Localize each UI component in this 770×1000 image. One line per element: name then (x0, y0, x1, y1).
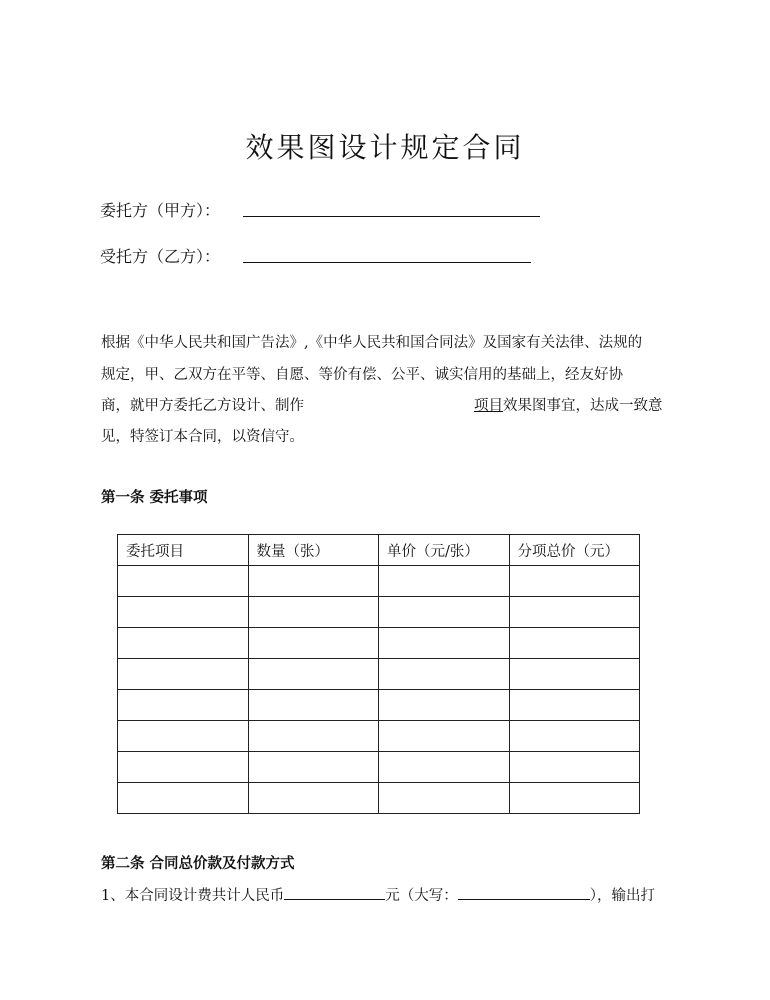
table-cell (248, 690, 379, 721)
amount-uppercase-blank (458, 885, 590, 900)
table-cell (118, 690, 249, 721)
table-cell (509, 690, 640, 721)
preamble-line-3-rest: 效果图事宜，达成一致意 (503, 398, 663, 414)
table-cell (379, 628, 510, 659)
table-cell (118, 566, 249, 597)
party-b-label: 受托方（乙方）： (100, 247, 221, 266)
preamble-line-3-end (474, 394, 663, 415)
table-row (118, 628, 640, 659)
table-cell (379, 690, 510, 721)
preamble-line-1: 根据《中华人民共和国广告法》,《中华人民共和国合同法》及国家有关法律、法规的 (101, 335, 643, 351)
amount-blank (284, 885, 385, 900)
table-row (118, 659, 640, 690)
article-2-heading: 第二条 合同总价款及付款方式 (101, 855, 295, 872)
preamble-line-3 (101, 394, 304, 415)
table-cell (509, 752, 640, 783)
table-header-row (118, 535, 640, 566)
party-a-label: 委托方（甲方）： (100, 201, 221, 220)
table-cell (379, 721, 510, 752)
table-cell (379, 597, 510, 628)
table-cell (118, 628, 249, 659)
table-cell (509, 783, 640, 814)
table-row (118, 566, 640, 597)
preamble-line-3-start: 商，就甲方委托乙方设计、制作 (101, 398, 304, 414)
table-cell (509, 721, 640, 752)
project-field: 项目 (474, 398, 503, 414)
table-cell (509, 597, 640, 628)
preamble-line-2: 规定，甲、乙双方在平等、自愿、等价有偿、公平、诚实信用的基础上，经友好协 (101, 367, 623, 383)
table-cell (248, 659, 379, 690)
table-cell (118, 752, 249, 783)
table-cell (118, 721, 249, 752)
table-cell (509, 659, 640, 690)
table-cell (248, 628, 379, 659)
table-cell (118, 783, 249, 814)
clause-1-start: 1、本合同设计费共计人民币 (101, 888, 285, 904)
table-cell (248, 597, 379, 628)
table-cell (248, 752, 379, 783)
clause-1-end: ），输出打 (589, 888, 655, 904)
party-a-blank (243, 200, 540, 217)
table-cell (248, 721, 379, 752)
table-row (118, 783, 640, 814)
table-header-cell: 委托项目 (118, 535, 249, 566)
table-cell (379, 752, 510, 783)
commission-items-table (117, 534, 640, 814)
clause-1 (101, 884, 655, 905)
table-cell (248, 566, 379, 597)
table-row (118, 597, 640, 628)
table-header-cell: 分项总价（元） (509, 535, 640, 566)
clause-1-uppercase-label: 元（大写： (385, 888, 458, 904)
table-cell (509, 628, 640, 659)
article-1-heading: 第一条 委托事项 (101, 489, 208, 506)
table-cell (118, 597, 249, 628)
table-cell (379, 783, 510, 814)
table-cell (118, 659, 249, 690)
table-cell (379, 659, 510, 690)
table-cell (509, 566, 640, 597)
table-row (118, 690, 640, 721)
preamble-line-4: 见，特签订本合同，以资信守。 (101, 429, 304, 445)
table-row (118, 752, 640, 783)
party-b-blank (243, 246, 531, 263)
table-row (118, 721, 640, 752)
table-header-cell: 单价（元/张） (379, 535, 510, 566)
table-cell (379, 566, 510, 597)
table-header-cell: 数量（张） (248, 535, 379, 566)
document-title: 效果图设计规定合同 (245, 131, 525, 164)
table-cell (248, 783, 379, 814)
